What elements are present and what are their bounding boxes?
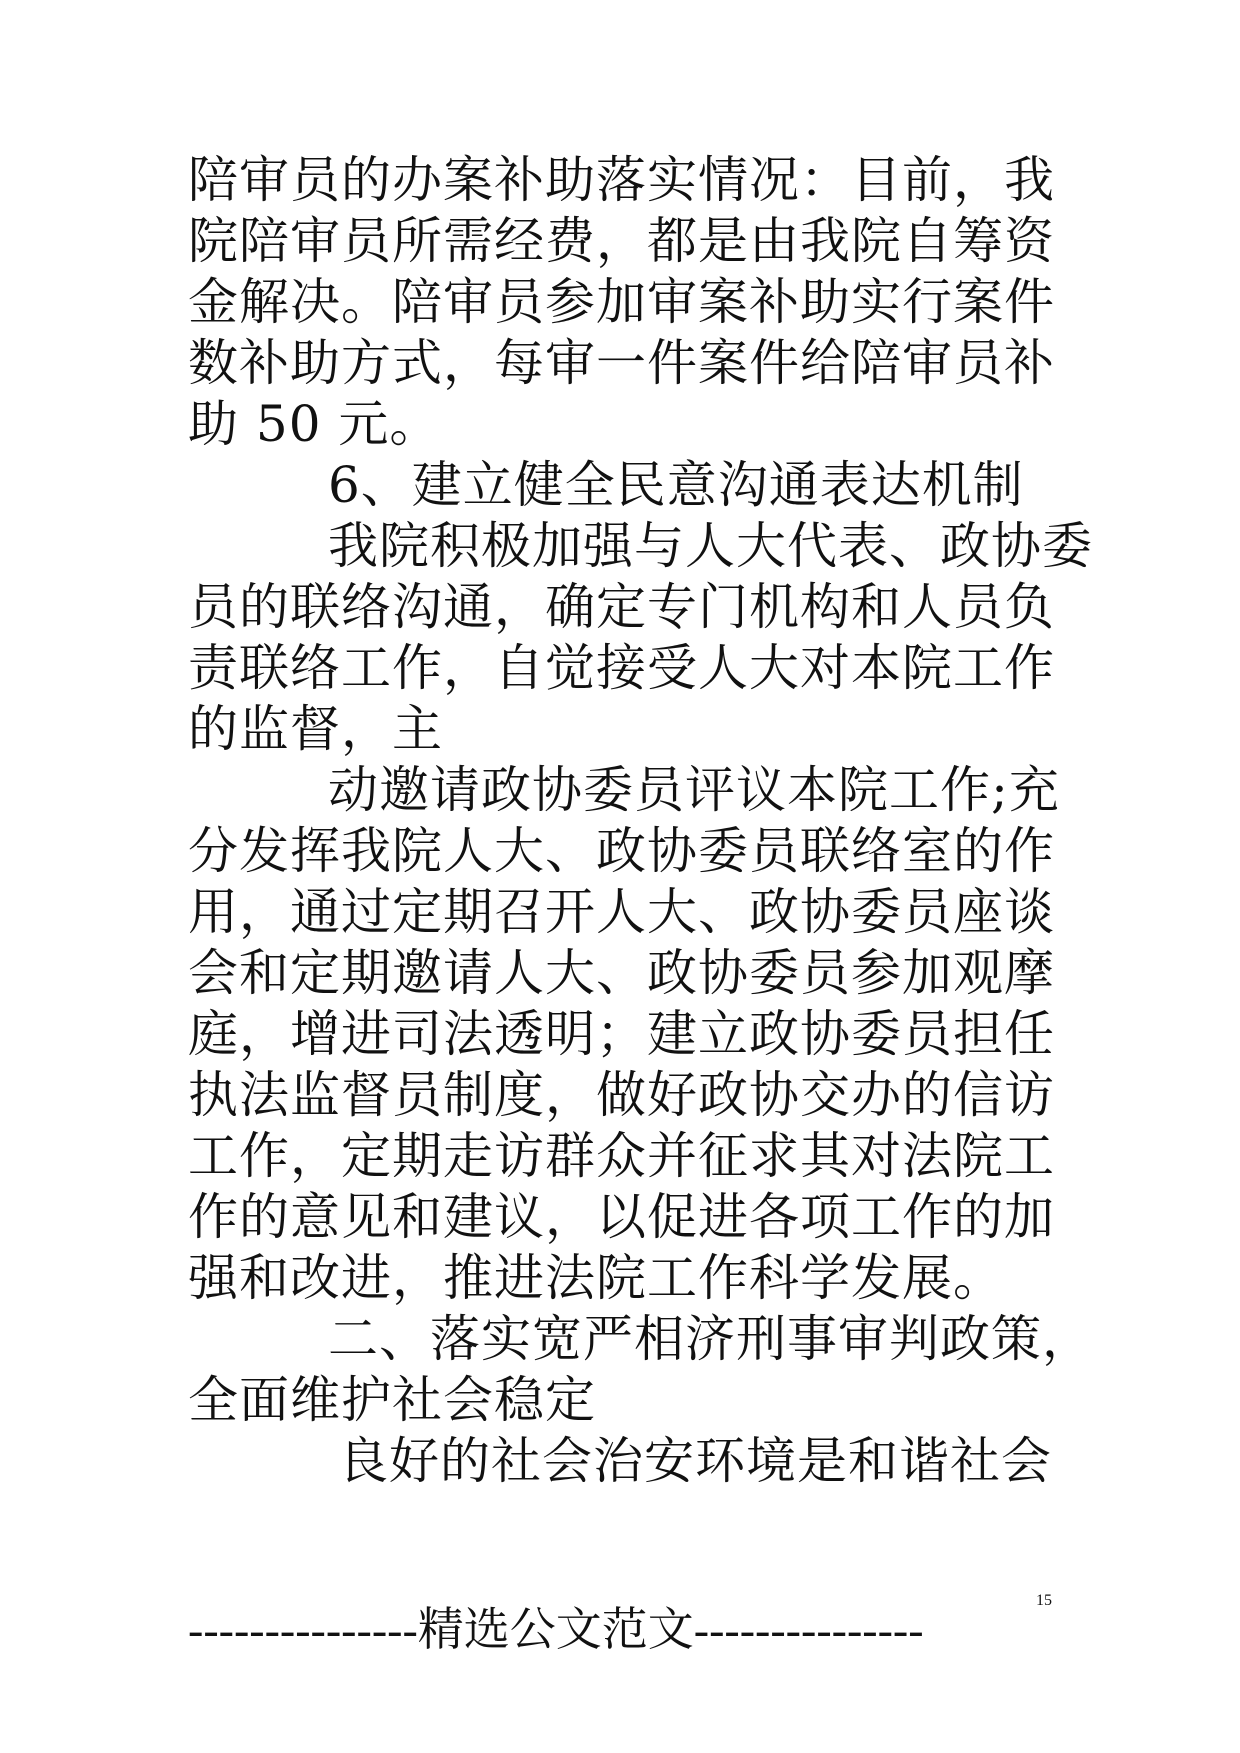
section-heading: 6、建立健全民意沟通表达机制 xyxy=(328,456,1024,514)
text-line: 庭，增进司法透明；建立政协委员担任 xyxy=(188,1005,1055,1063)
text-line: 用，通过定期召开人大、政协委员座谈 xyxy=(188,883,1055,941)
text-line: 会和定期邀请人大、政协委员参加观摩 xyxy=(188,944,1055,1002)
section-heading-continued: 全面维护社会稳定 xyxy=(188,1371,596,1429)
text-line: 的监督，主 xyxy=(188,700,443,758)
text-line: 助 50 元。 xyxy=(188,395,441,453)
footer: ---------------精选公文范文--------------- xyxy=(188,1604,924,1655)
text-line: 工作，定期走访群众并征求其对法院工 xyxy=(188,1127,1055,1185)
page-number: 15 xyxy=(1036,1592,1052,1609)
text-line: 作的意见和建议，以促进各项工作的加 xyxy=(188,1188,1055,1246)
text-line: 院陪审员所需经费，都是由我院自筹资 xyxy=(188,212,1055,270)
text-line: 责联络工作，自觉接受人大对本院工作 xyxy=(188,639,1055,697)
text-line: 陪审员的办案补助落实情况：目前，我 xyxy=(188,151,1055,209)
text-line: 数补助方式，每审一件案件给陪审员补 xyxy=(188,334,1055,392)
paragraph-start: 动邀请政协委员评议本院工作;充 xyxy=(328,761,1060,819)
paragraph-start: 良好的社会治安环境是和谐社会 xyxy=(338,1432,1052,1490)
section-heading: 二、落实宽严相济刑事审判政策， xyxy=(328,1310,1093,1368)
body-text xyxy=(188,150,1093,1492)
text-line: 分发挥我院人大、政协委员联络室的作 xyxy=(188,822,1055,880)
text-line: 员的联络沟通，确定专门机构和人员负 xyxy=(188,578,1055,636)
text-line: 执法监督员制度，做好政协交办的信访 xyxy=(188,1066,1055,1124)
paragraph-start: 我院积极加强与人大代表、政协委 xyxy=(328,517,1093,575)
text-line: 金解决。陪审员参加审案补助实行案件 xyxy=(188,273,1055,331)
text-line: 强和改进，推进法院工作科学发展。 xyxy=(188,1249,1004,1307)
